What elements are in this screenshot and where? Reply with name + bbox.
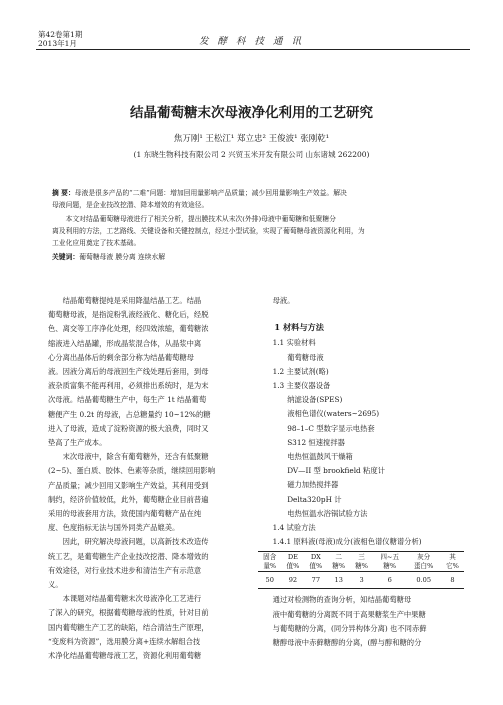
table-cell: 13 bbox=[327, 572, 350, 589]
composition-table bbox=[258, 551, 464, 589]
table-header-cell: 固含 量% bbox=[258, 552, 281, 572]
abstract-line-1: 摘 要：母液是很多产品的“二难”问题：增加回用量影响产品质量；减少回用量影响生产效益。解决 bbox=[52, 189, 347, 197]
abstract-label: 摘 要： bbox=[52, 189, 75, 197]
table-cell: 0.05 bbox=[406, 572, 441, 589]
right-column bbox=[258, 294, 468, 650]
table-cell: 50 bbox=[258, 572, 281, 589]
abstract-line-5: 工业化应用奠定了技术基础。 bbox=[52, 239, 141, 247]
table-header-cell: 灰分 蛋白% bbox=[406, 552, 441, 572]
subsection-1-1: 1.1 实验材料 bbox=[272, 338, 316, 348]
table-header-cell: DE 值% bbox=[281, 552, 304, 572]
author-list: 焦万刚¹ 王松江¹ 郑立忠² 王俊波¹ 张刚乾¹ bbox=[173, 134, 330, 144]
equipment-item: DV—II 型 brookfield 粘度计 bbox=[287, 466, 385, 476]
equipment-item: 电热恒温鼓风干燥箱 bbox=[287, 452, 353, 462]
volume-issue: 第42卷第1期 bbox=[38, 30, 83, 39]
abstract-line-4: 离及利用的方法，工艺路线、关键设备和关键控制点，经过小型试验，实现了葡萄糖母液资源化利用，为 bbox=[52, 227, 365, 235]
table-cell: 6 bbox=[373, 572, 406, 589]
header-rule bbox=[36, 49, 470, 50]
equipment-item: 液相色谱仪(waters~2695) bbox=[287, 409, 380, 419]
journal-name: 发 酵 科 技 通 讯 bbox=[198, 36, 305, 47]
equipment-item: S312 恒速搅拌器 bbox=[287, 437, 345, 447]
affiliation: (1 东晓生物科技有限公司 2 兴贸玉米开发有限公司 山东诸城 262200) bbox=[133, 150, 370, 159]
section-heading-1: 1 材料与方法 bbox=[274, 322, 324, 333]
table-cell: 77 bbox=[304, 572, 327, 589]
table-header-cell: DX 值% bbox=[304, 552, 327, 572]
subsection-1-2: 1.2 主要试剂(略) bbox=[272, 366, 329, 376]
table-cell: 3 bbox=[350, 572, 373, 589]
equipment-item: 磁力加热搅拌器 bbox=[287, 480, 339, 490]
table-cell: 8 bbox=[441, 572, 464, 589]
keywords-label: 关键词： bbox=[52, 253, 80, 261]
abstract-line-3: 本文对结晶葡萄糖母液进行了相关分析，提出膜技术从末次(外排)母液中葡萄糖和低聚糖分 bbox=[65, 215, 336, 223]
subsection-1-3: 1.3 主要仪器设备 bbox=[272, 381, 331, 391]
equipment-item: Delta320pH 计 bbox=[287, 494, 342, 504]
table-header-cell: 其 它% bbox=[441, 552, 464, 572]
equipment-item: 电热恒温水浴锅试验方法 bbox=[287, 508, 368, 518]
article-title: 结晶葡萄糖末次母液净化利用的工艺研究 bbox=[130, 105, 373, 121]
table-header-cell: 四~五 糖% bbox=[373, 552, 406, 572]
post-table-text: 通过对检测物的查询分析，知结晶葡萄糖母 液中葡萄糖的分离既不同于高果糖浆生产中果糖 与葡萄糖的分离，(同分异构体分离) 也不同赤藓 糖醇母液中赤藓糖醇的分离，(醇与醇和糖的分 bbox=[272, 595, 427, 648]
abstract-line-2: 母液问题，是企业技改挖潜、降本增效的有效途径。 bbox=[52, 201, 209, 209]
keywords: 葡萄糖母液 膜分离 连续水解 bbox=[79, 253, 166, 261]
subsection-1-4-1: 1.4.1 原料液(母液)成分(液相色谱仪糖谱分析) bbox=[272, 537, 422, 547]
issue-date: 2013年1月 bbox=[38, 39, 77, 48]
equipment-item: 纳滤设备(SPES) bbox=[287, 395, 343, 405]
material-item: 葡萄糖母液 bbox=[287, 352, 324, 362]
table-header-cell: 三 糖% bbox=[350, 552, 373, 572]
table-header-cell: 二 糖% bbox=[327, 552, 350, 572]
equipment-item: 98–1–C 型数字显示电热套 bbox=[287, 423, 375, 433]
table-row bbox=[258, 572, 464, 589]
table-header-row bbox=[258, 552, 464, 572]
subsection-1-4: 1.4 试验方法 bbox=[272, 523, 316, 533]
continuation-text: 母液。 bbox=[272, 296, 295, 305]
keywords-line bbox=[52, 252, 454, 263]
table-cell: 92 bbox=[281, 572, 304, 589]
left-column: 结晶葡萄糖提纯是采用降温结晶工艺。结晶 葡萄糖母液，是指淀粉乳液经液化、糖化后，经脱 色、离交等工序净化处理，经四效浓缩，葡萄糖浓 缩液进入结晶罐，形成晶浆混合体，从晶浆中离 心分离出晶体后的剩余部分称为结晶葡萄糖母 液。因液分离后的母液回生产线处理后套用，到母 液杂质富集不能再利用，必须排出系统时，是为末 次母液。结晶葡萄糖生产中，每生产 1t 结晶葡萄 糖便产生 0.2t 的母液，占总糖量约 10~12%的糖 进入了母液，造成了淀粉资源的极大浪费，同时又 垫高了生产成本。 末次母液中，除含有葡萄糖外，还含有低聚糖 (2~5)、蛋白质、胶体、色素等杂质，继续回用影响 产品质量；减少回用又影响生产效益，其利用受到 制约，经济价值较低，此外，葡萄糖企业目前普遍 采用的母液套用方法，致使国内葡萄糖产品在纯 度、色度指标无法与国外同类产品媲美。 因此，研究解决母液问题，以高新技术改造传 统工艺，是葡萄糖生产企业技改挖潜、降本增效的 有效途径，对行业技术进步和清洁生产有示范意 义。 本课题对结晶葡萄糖末次母液净化工艺进行 了深入的研究，根据葡萄糖母液的性质，针对目前 国内葡萄糖生产工艺的缺陷，结合清洁生产原理， “变废料为资源”，选用膜分离+连续水解组合技 术净化结晶葡萄糖母液工艺，资源化利用葡萄糖 bbox=[48, 296, 216, 661]
